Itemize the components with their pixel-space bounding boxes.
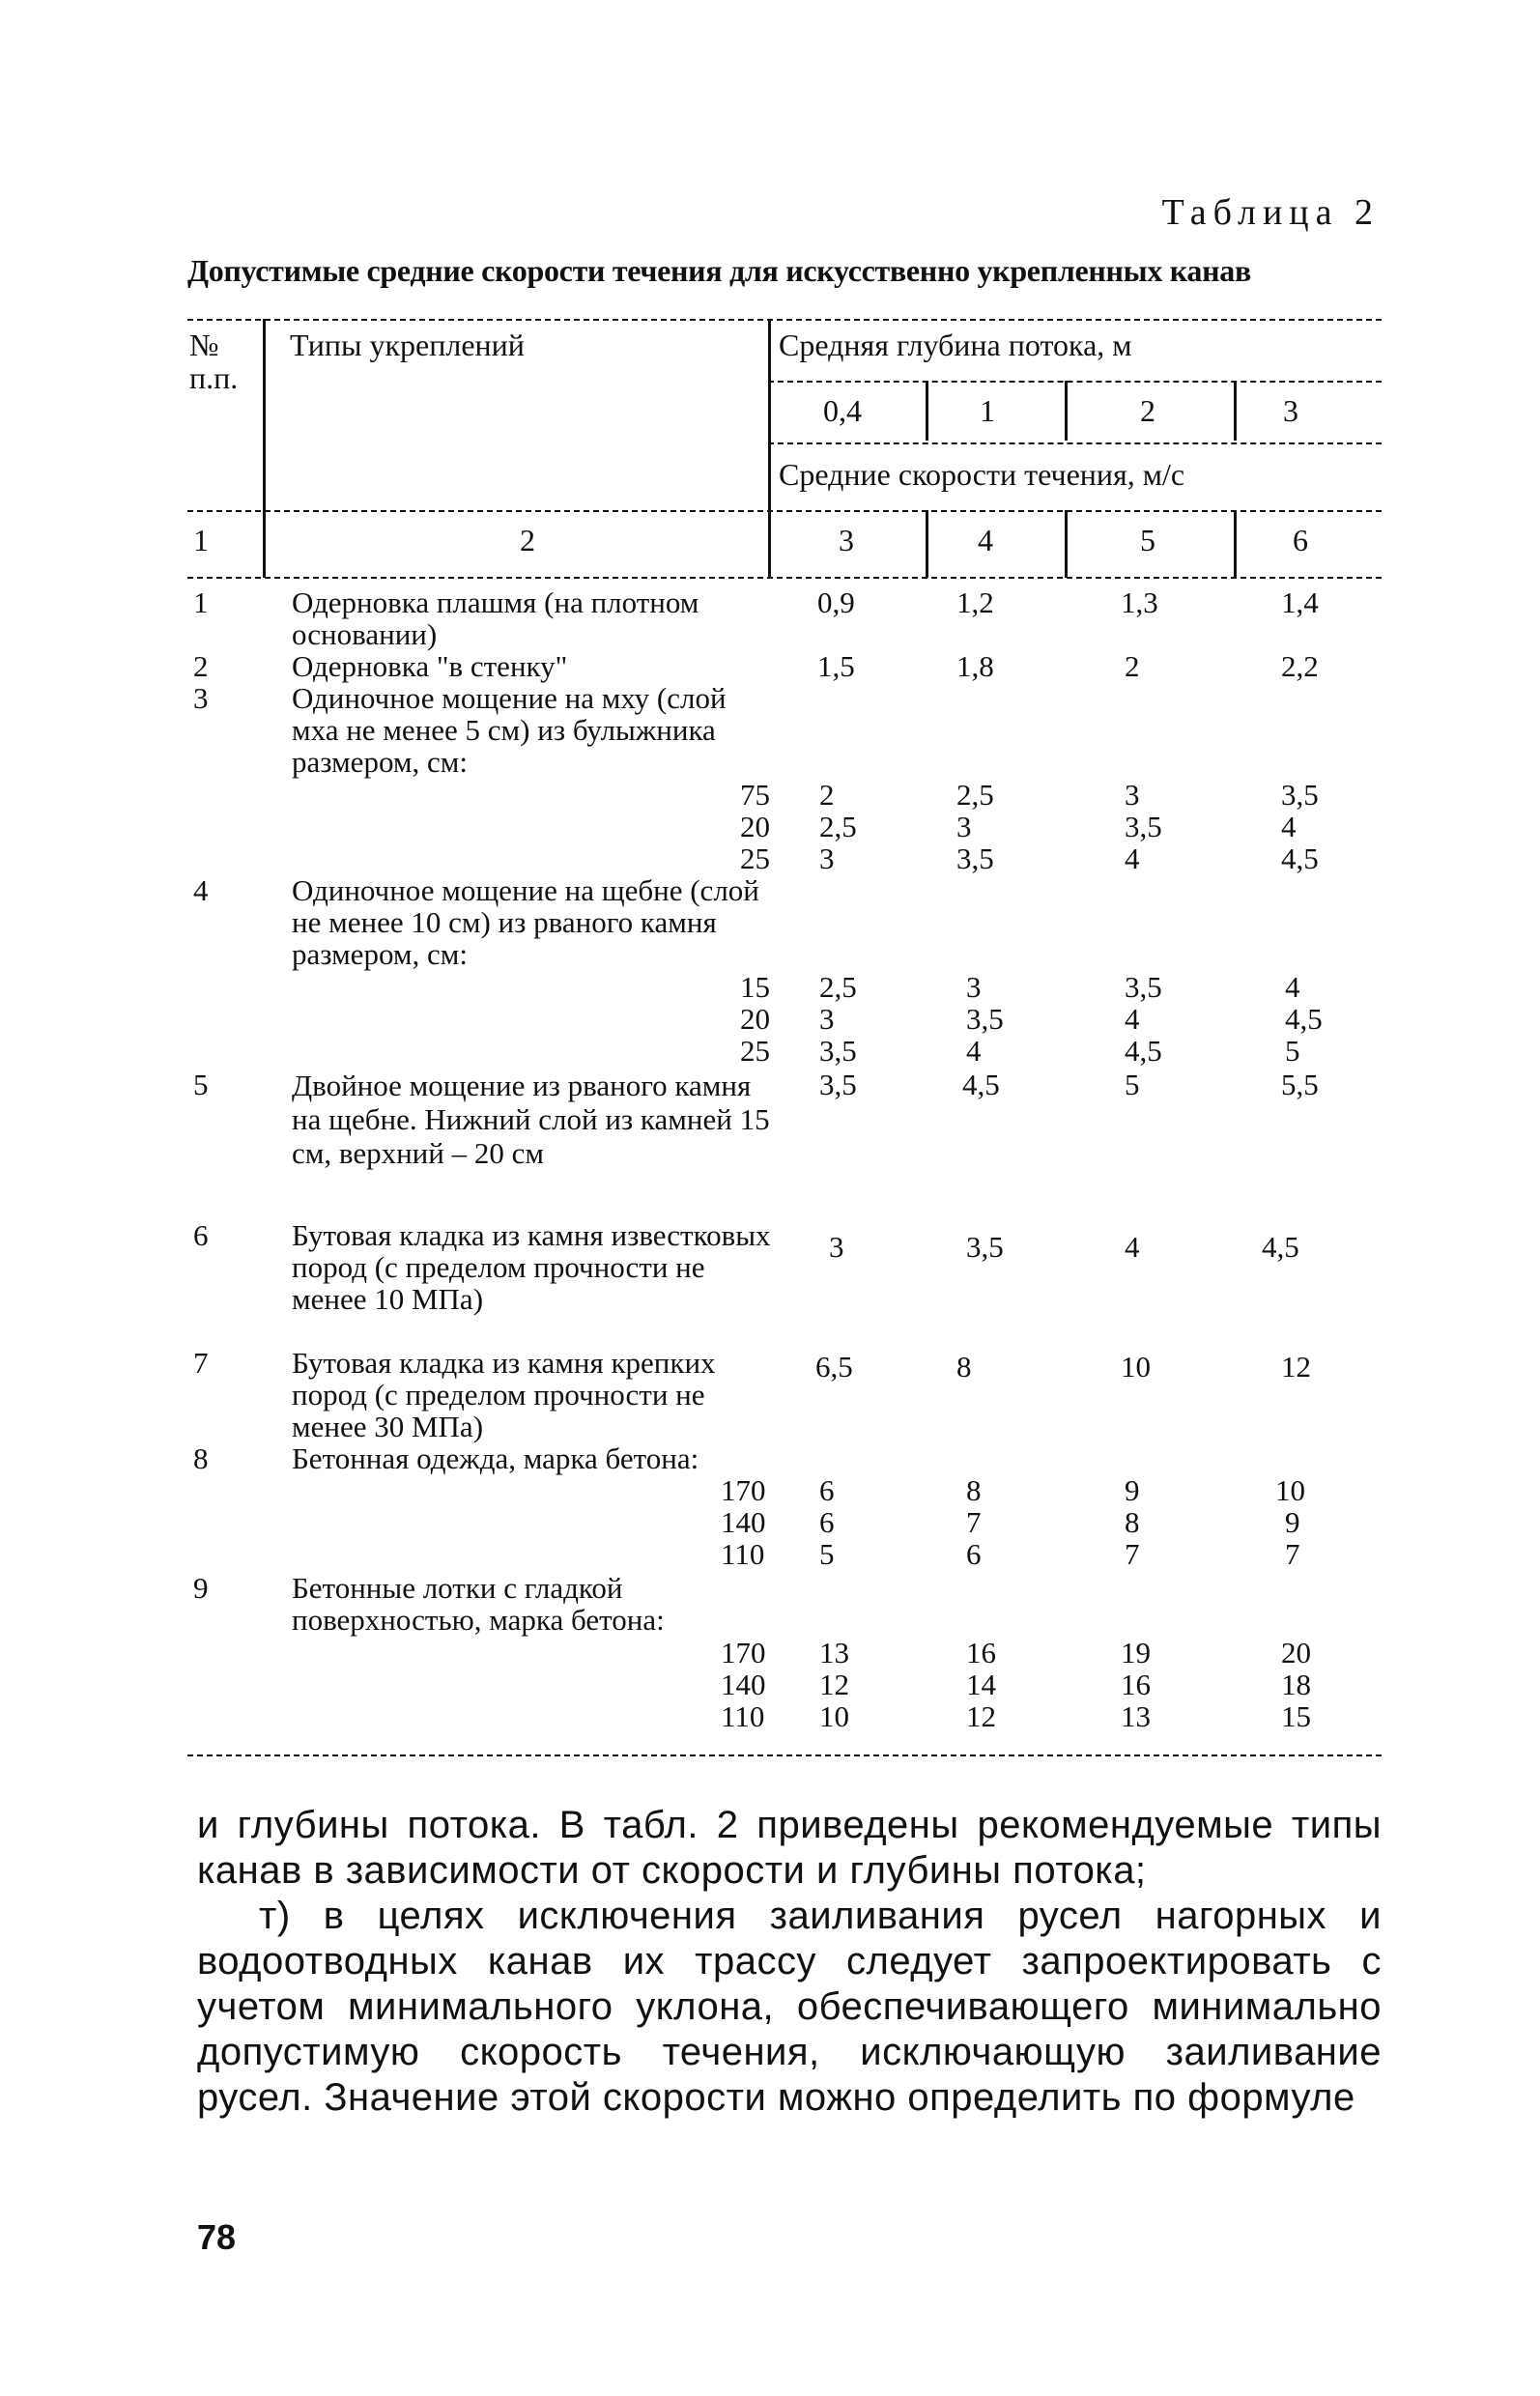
- row-8-2-v1: 6: [819, 1505, 835, 1539]
- table-caption: Таблица 2: [1161, 192, 1380, 233]
- row-8-3-v3: 7: [1125, 1537, 1140, 1571]
- col-number-top-rule: [187, 510, 1382, 512]
- colnum-divider-3: [1234, 510, 1237, 578]
- row-4-2-v1: 3: [819, 1002, 835, 1036]
- row-4-size-2: 20: [740, 1002, 770, 1036]
- row-9-3-v1: 10: [819, 1699, 849, 1733]
- row-7-v4: 12: [1281, 1350, 1311, 1383]
- row-8-size-2: 140: [721, 1505, 766, 1539]
- row-9-1-v4: 20: [1281, 1636, 1311, 1669]
- row-3-desc: Одиночное мощение на мху (слой мха не менее 5 см) из булыжника размером, см:: [292, 681, 727, 779]
- row-3-3-v2: 3,5: [956, 841, 994, 875]
- row-7-v1: 6,5: [815, 1350, 853, 1383]
- row-6-desc: Бутовая кладка из камня известковых пород (с пределом прочности не менее 10 МПа): [292, 1218, 771, 1316]
- row-1-v3: 1,3: [1121, 585, 1158, 619]
- header-bottom-rule: [187, 577, 1382, 579]
- row-6-v4: 4,5: [1262, 1230, 1299, 1264]
- row-7-desc: Бутовая кладка из камня крепких пород (с пределом прочности не менее 30 МПа): [292, 1346, 716, 1443]
- header-depth-1: 1: [980, 393, 995, 428]
- col-number-4: 4: [978, 523, 993, 557]
- row-9-num: 9: [193, 1571, 209, 1605]
- row-3-2-v2: 3: [956, 810, 972, 843]
- col-number-6: 6: [1293, 523, 1308, 557]
- header-type: Типы укреплений: [290, 328, 525, 362]
- row-9-size-2: 140: [721, 1668, 766, 1701]
- row-9-3-v3: 13: [1121, 1699, 1151, 1733]
- row-8-1-v3: 9: [1125, 1473, 1140, 1507]
- row-3-1-v1: 2: [819, 778, 835, 812]
- page-number: 78: [197, 2217, 237, 2257]
- row-3-1-v3: 3: [1125, 778, 1140, 812]
- row-5-v3: 5: [1125, 1068, 1140, 1101]
- depth-divider-1: [926, 381, 928, 441]
- col-number-2: 2: [520, 523, 535, 557]
- header-speed: Средние скорости течения, м/с: [779, 457, 1185, 492]
- row-6-v2: 3,5: [966, 1230, 1004, 1264]
- row-3-1-v2: 2,5: [956, 778, 994, 812]
- row-7-v3: 10: [1121, 1350, 1151, 1383]
- row-4-1-v2: 3: [966, 970, 982, 1004]
- row-4-size-1: 15: [740, 970, 770, 1004]
- row-4-2-v3: 4: [1125, 1002, 1140, 1036]
- row-9-1-v1: 13: [819, 1636, 849, 1669]
- row-9-size-3: 110: [721, 1699, 765, 1733]
- table-title: Допустимые средние скорости течения для искусственно укрепленных канав: [187, 253, 1251, 288]
- row-2-num: 2: [193, 649, 209, 683]
- body-text: [197, 1803, 1382, 2121]
- row-4-3-v3: 4,5: [1125, 1034, 1162, 1068]
- row-8-2-v3: 8: [1125, 1505, 1140, 1539]
- table-top-rule: [187, 319, 1382, 321]
- row-6-num: 6: [193, 1218, 209, 1252]
- row-9-1-v3: 19: [1121, 1636, 1151, 1669]
- row-4-3-v2: 4: [966, 1034, 982, 1068]
- depth-divider-2: [1065, 381, 1068, 441]
- col-number-1: 1: [193, 523, 209, 557]
- row-6-v1: 3: [829, 1230, 844, 1264]
- row-4-1-v4: 4: [1285, 970, 1300, 1004]
- row-1-v2: 1,2: [956, 585, 994, 619]
- row-2-v3: 2: [1125, 649, 1140, 683]
- row-4-2-v2: 3,5: [966, 1002, 1004, 1036]
- header-depth: Средняя глубина потока, м: [779, 328, 1132, 362]
- row-2-v1: 1,5: [817, 649, 855, 683]
- row-6-v3: 4: [1125, 1230, 1140, 1264]
- row-3-3-v3: 4: [1125, 841, 1140, 875]
- table-bottom-rule: [187, 1754, 1382, 1756]
- row-7-v2: 8: [956, 1350, 972, 1383]
- row-9-2-v3: 16: [1121, 1668, 1151, 1701]
- row-4-desc: Одиночное мощение на щебне (слой не менее 10 см) из рваного камня размером, см:: [292, 873, 759, 971]
- colnum-divider-2: [1065, 510, 1068, 578]
- header-divider-1: [263, 319, 266, 578]
- row-8-1-v1: 6: [819, 1473, 835, 1507]
- row-3-num: 3: [193, 681, 209, 715]
- row-8-1-v2: 8: [966, 1473, 982, 1507]
- row-4-size-3: 25: [740, 1034, 770, 1068]
- row-9-2-v2: 14: [966, 1668, 996, 1701]
- row-3-size-1: 75: [740, 778, 770, 812]
- row-8-2-v2: 7: [966, 1505, 982, 1539]
- row-8-num: 8: [193, 1441, 209, 1475]
- row-2-desc: Одерновка "в стенку": [292, 649, 568, 683]
- row-4-3-v1: 3,5: [819, 1034, 857, 1068]
- row-9-3-v2: 12: [966, 1699, 996, 1733]
- row-8-2-v4: 9: [1285, 1505, 1300, 1539]
- colnum-divider-1: [926, 510, 928, 578]
- row-1-num: 1: [193, 585, 209, 619]
- depth-divider-3: [1234, 381, 1237, 441]
- header-depth-2: 2: [1140, 393, 1155, 428]
- row-8-3-v1: 5: [819, 1537, 835, 1571]
- row-8-1-v4: 10: [1275, 1473, 1305, 1507]
- row-3-size-2: 20: [740, 810, 770, 843]
- row-4-2-v4: 4,5: [1285, 1002, 1323, 1036]
- row-3-1-v4: 3,5: [1281, 778, 1319, 812]
- row-8-size-1: 170: [721, 1473, 766, 1507]
- row-3-2-v4: 4: [1281, 810, 1297, 843]
- row-9-3-v4: 15: [1281, 1699, 1311, 1733]
- depth-rule: [768, 381, 1382, 383]
- row-3-size-3: 25: [740, 841, 770, 875]
- header-depth-3: 3: [1283, 393, 1298, 428]
- row-5-v1: 3,5: [819, 1068, 857, 1101]
- row-9-1-v2: 16: [966, 1636, 996, 1669]
- row-8-size-3: 110: [721, 1537, 765, 1571]
- row-3-3-v1: 3: [819, 841, 835, 875]
- row-5-v4: 5,5: [1281, 1068, 1319, 1101]
- header-divider-2: [768, 319, 771, 578]
- row-1-v1: 0,9: [817, 585, 855, 619]
- col-number-5: 5: [1140, 523, 1155, 557]
- body-paragraph-2: т) в целях исключения заиливания русел нагорных и водоотводных канав их трассу следует запроектировать с учетом минимального уклона, обеспечивающего минимально допустимую скорость течения, исключающую заиливание русел. Значение этой скорости можно определить по формуле: [197, 1895, 1382, 2119]
- row-9-desc: Бетонные лотки с гладкой поверхностью, марка бетона:: [292, 1571, 665, 1637]
- row-4-1-v3: 3,5: [1125, 970, 1162, 1004]
- row-2-v4: 2,2: [1281, 649, 1319, 683]
- row-1-desc: Одерновка плашмя (на плотном основании): [292, 585, 699, 651]
- row-3-2-v1: 2,5: [819, 810, 857, 843]
- row-5-num: 5: [193, 1068, 209, 1101]
- row-3-3-v4: 4,5: [1281, 841, 1319, 875]
- row-5-v2: 4,5: [962, 1068, 1000, 1101]
- row-5-desc: Двойное мощение из рваного камня на щебне. Нижний слой из камней 15 см, верхний – 20 см: [292, 1069, 770, 1170]
- row-2-v2: 1,8: [956, 649, 994, 683]
- row-9-size-1: 170: [721, 1636, 766, 1669]
- row-4-num: 4: [193, 873, 209, 907]
- row-1-v4: 1,4: [1281, 585, 1319, 619]
- header-num: № п.п.: [189, 328, 239, 395]
- row-8-3-v4: 7: [1285, 1537, 1300, 1571]
- row-7-num: 7: [193, 1346, 209, 1380]
- speed-rule: [768, 442, 1382, 444]
- row-9-2-v1: 12: [819, 1668, 849, 1701]
- row-9-2-v4: 18: [1281, 1668, 1311, 1701]
- row-3-2-v3: 3,5: [1125, 810, 1162, 843]
- row-4-1-v1: 2,5: [819, 970, 857, 1004]
- row-4-3-v4: 5: [1285, 1034, 1300, 1068]
- body-paragraph-1: и глубины потока. В табл. 2 приведены рекомендуемые типы канав в зависимости от скорости и глубины потока;: [197, 1804, 1382, 1892]
- header-depth-0: 0,4: [823, 393, 862, 428]
- row-8-desc: Бетонная одежда, марка бетона:: [292, 1441, 699, 1475]
- row-8-3-v2: 6: [966, 1537, 982, 1571]
- col-number-3: 3: [839, 523, 854, 557]
